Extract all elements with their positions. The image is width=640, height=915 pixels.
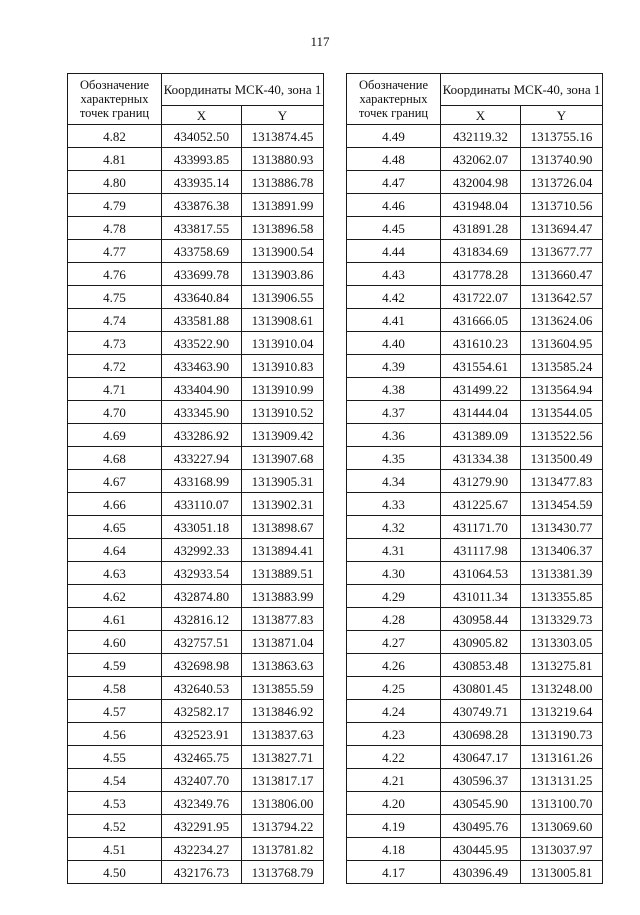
y-coord-cell: 1313069.60 (521, 815, 603, 838)
x-coord-cell: 433522.90 (162, 332, 242, 355)
y-coord-cell: 1313910.83 (242, 355, 324, 378)
y-coord-cell: 1313190.73 (521, 723, 603, 746)
x-coord-cell: 432933.54 (162, 562, 242, 585)
x-coord-cell: 431948.04 (441, 194, 521, 217)
x-coord-cell: 433699.78 (162, 263, 242, 286)
point-id-cell: 4.48 (347, 148, 441, 171)
table-row (347, 286, 603, 309)
table-row (347, 263, 603, 286)
y-coord-cell: 1313794.22 (242, 815, 324, 838)
table-row (347, 539, 603, 562)
x-coord-cell: 433581.88 (162, 309, 242, 332)
point-id-cell: 4.18 (347, 838, 441, 861)
table-row (347, 516, 603, 539)
table-row (68, 424, 324, 447)
point-id-cell: 4.59 (68, 654, 162, 677)
x-coord-cell: 433817.55 (162, 217, 242, 240)
table-row (347, 470, 603, 493)
y-coord-cell: 1313726.04 (521, 171, 603, 194)
x-coord-cell: 431554.61 (441, 355, 521, 378)
point-id-cell: 4.23 (347, 723, 441, 746)
y-coord-cell: 1313406.37 (521, 539, 603, 562)
x-coord-cell: 431389.09 (441, 424, 521, 447)
table-row (347, 148, 603, 171)
x-coord-cell: 433227.94 (162, 447, 242, 470)
table-row (347, 171, 603, 194)
y-coord-cell: 1313902.31 (242, 493, 324, 516)
y-coord-cell: 1313660.47 (521, 263, 603, 286)
x-coord-cell: 431334.38 (441, 447, 521, 470)
table-row (68, 125, 324, 148)
table-row (347, 332, 603, 355)
point-id-cell: 4.40 (347, 332, 441, 355)
point-id-cell: 4.67 (68, 470, 162, 493)
table-row (68, 769, 324, 792)
table-row (68, 746, 324, 769)
point-id-cell: 4.49 (347, 125, 441, 148)
point-id-cell: 4.28 (347, 608, 441, 631)
table-row (68, 861, 324, 884)
table-row (347, 125, 603, 148)
point-id-cell: 4.47 (347, 171, 441, 194)
point-id-cell: 4.39 (347, 355, 441, 378)
point-id-cell: 4.50 (68, 861, 162, 884)
y-coord-cell: 1313677.77 (521, 240, 603, 263)
y-coord-cell: 1313908.61 (242, 309, 324, 332)
x-coord-cell: 431225.67 (441, 493, 521, 516)
point-id-cell: 4.53 (68, 792, 162, 815)
point-id-cell: 4.42 (347, 286, 441, 309)
table-row (68, 493, 324, 516)
x-coord-cell: 433345.90 (162, 401, 242, 424)
y-coord-cell: 1313900.54 (242, 240, 324, 263)
point-id-cell: 4.68 (68, 447, 162, 470)
y-coord-cell: 1313275.81 (521, 654, 603, 677)
point-id-cell: 4.45 (347, 217, 441, 240)
point-id-cell: 4.35 (347, 447, 441, 470)
table-row (347, 194, 603, 217)
x-coord-cell: 430545.90 (441, 792, 521, 815)
x-coord-cell: 433404.90 (162, 378, 242, 401)
point-id-cell: 4.74 (68, 309, 162, 332)
x-coord-cell: 431834.69 (441, 240, 521, 263)
table-row (347, 792, 603, 815)
y-coord-cell: 1313381.39 (521, 562, 603, 585)
point-id-cell: 4.57 (68, 700, 162, 723)
y-coord-cell: 1313544.05 (521, 401, 603, 424)
y-coord-cell: 1313877.83 (242, 608, 324, 631)
table-row (68, 240, 324, 263)
table-row (68, 723, 324, 746)
point-id-cell: 4.31 (347, 539, 441, 562)
x-coord-cell: 431610.23 (441, 332, 521, 355)
table-row (68, 401, 324, 424)
point-id-cell: 4.37 (347, 401, 441, 424)
point-id-cell: 4.34 (347, 470, 441, 493)
x-coord-cell: 433110.07 (162, 493, 242, 516)
y-coord-cell: 1313907.68 (242, 447, 324, 470)
point-id-cell: 4.33 (347, 493, 441, 516)
point-id-cell: 4.41 (347, 309, 441, 332)
point-id-cell: 4.30 (347, 562, 441, 585)
table-row (68, 217, 324, 240)
point-id-cell: 4.56 (68, 723, 162, 746)
table-row (68, 585, 324, 608)
x-coord-cell: 431279.90 (441, 470, 521, 493)
y-coord-cell: 1313454.59 (521, 493, 603, 516)
table-row (68, 378, 324, 401)
point-id-cell: 4.63 (68, 562, 162, 585)
table-row (347, 309, 603, 332)
point-id-cell: 4.20 (347, 792, 441, 815)
point-id-cell: 4.69 (68, 424, 162, 447)
point-id-cell: 4.22 (347, 746, 441, 769)
point-id-cell: 4.58 (68, 677, 162, 700)
x-coord-cell: 430647.17 (441, 746, 521, 769)
y-coord-cell: 1313642.57 (521, 286, 603, 309)
x-coord-cell: 433286.92 (162, 424, 242, 447)
y-coord-cell: 1313898.67 (242, 516, 324, 539)
x-coord-cell: 431011.34 (441, 585, 521, 608)
x-coord-cell: 430905.82 (441, 631, 521, 654)
y-coord-cell: 1313131.25 (521, 769, 603, 792)
y-coord-cell: 1313817.17 (242, 769, 324, 792)
table-row (347, 401, 603, 424)
y-coord-cell: 1313886.78 (242, 171, 324, 194)
x-coord-cell: 430445.95 (441, 838, 521, 861)
x-coord-cell: 433168.99 (162, 470, 242, 493)
x-coord-cell: 432004.98 (441, 171, 521, 194)
coordinates-table-left (67, 73, 324, 884)
y-coord-cell: 1313871.04 (242, 631, 324, 654)
y-coord-cell: 1313037.97 (521, 838, 603, 861)
header-point-label: Обозначение характерных точек границ (347, 74, 441, 125)
y-coord-cell: 1313909.42 (242, 424, 324, 447)
x-coord-cell: 430749.71 (441, 700, 521, 723)
x-coord-cell: 432816.12 (162, 608, 242, 631)
x-coord-cell: 431171.70 (441, 516, 521, 539)
table-row (68, 792, 324, 815)
header-x: X (162, 106, 242, 125)
y-coord-cell: 1313768.79 (242, 861, 324, 884)
table-row (68, 677, 324, 700)
point-id-cell: 4.64 (68, 539, 162, 562)
point-id-cell: 4.19 (347, 815, 441, 838)
table-row (347, 815, 603, 838)
x-coord-cell: 433935.14 (162, 171, 242, 194)
y-coord-cell: 1313755.16 (521, 125, 603, 148)
point-id-cell: 4.46 (347, 194, 441, 217)
y-coord-cell: 1313889.51 (242, 562, 324, 585)
table-row (347, 746, 603, 769)
point-id-cell: 4.81 (68, 148, 162, 171)
y-coord-cell: 1313219.64 (521, 700, 603, 723)
point-id-cell: 4.55 (68, 746, 162, 769)
x-coord-cell: 430396.49 (441, 861, 521, 884)
x-coord-cell: 433758.69 (162, 240, 242, 263)
header-y: Y (521, 106, 603, 125)
x-coord-cell: 432349.76 (162, 792, 242, 815)
y-coord-cell: 1313906.55 (242, 286, 324, 309)
point-id-cell: 4.70 (68, 401, 162, 424)
table-row (347, 424, 603, 447)
x-coord-cell: 432291.95 (162, 815, 242, 838)
table-row (68, 470, 324, 493)
y-coord-cell: 1313894.41 (242, 539, 324, 562)
x-coord-cell: 432582.17 (162, 700, 242, 723)
point-id-cell: 4.44 (347, 240, 441, 263)
table-row (347, 861, 603, 884)
y-coord-cell: 1313329.73 (521, 608, 603, 631)
table-body-left (68, 125, 324, 884)
x-coord-cell: 431722.07 (441, 286, 521, 309)
table-row (347, 447, 603, 470)
table-row (347, 585, 603, 608)
x-coord-cell: 431117.98 (441, 539, 521, 562)
y-coord-cell: 1313355.85 (521, 585, 603, 608)
table-row (68, 815, 324, 838)
y-coord-cell: 1313303.05 (521, 631, 603, 654)
x-coord-cell: 430495.76 (441, 815, 521, 838)
table-row (347, 700, 603, 723)
point-id-cell: 4.36 (347, 424, 441, 447)
header-x: X (441, 106, 521, 125)
point-id-cell: 4.60 (68, 631, 162, 654)
x-coord-cell: 433993.85 (162, 148, 242, 171)
table-row (68, 631, 324, 654)
y-coord-cell: 1313604.95 (521, 332, 603, 355)
x-coord-cell: 432640.53 (162, 677, 242, 700)
table-row (68, 700, 324, 723)
y-coord-cell: 1313837.63 (242, 723, 324, 746)
table-row (68, 148, 324, 171)
table-row (68, 332, 324, 355)
x-coord-cell: 433051.18 (162, 516, 242, 539)
x-coord-cell: 432757.51 (162, 631, 242, 654)
table-row (68, 838, 324, 861)
table-row (347, 493, 603, 516)
y-coord-cell: 1313905.31 (242, 470, 324, 493)
y-coord-cell: 1313891.99 (242, 194, 324, 217)
point-id-cell: 4.61 (68, 608, 162, 631)
x-coord-cell: 432062.07 (441, 148, 521, 171)
point-id-cell: 4.26 (347, 654, 441, 677)
point-id-cell: 4.75 (68, 286, 162, 309)
table-row (68, 516, 324, 539)
header-point-label: Обозначение характерных точек границ (68, 74, 162, 125)
table-row (68, 539, 324, 562)
y-coord-cell: 1313430.77 (521, 516, 603, 539)
y-coord-cell: 1313005.81 (521, 861, 603, 884)
x-coord-cell: 431064.53 (441, 562, 521, 585)
y-coord-cell: 1313827.71 (242, 746, 324, 769)
x-coord-cell: 433463.90 (162, 355, 242, 378)
coordinates-table-right (346, 73, 603, 884)
point-id-cell: 4.62 (68, 585, 162, 608)
table-row (68, 286, 324, 309)
x-coord-cell: 430853.48 (441, 654, 521, 677)
point-id-cell: 4.29 (347, 585, 441, 608)
x-coord-cell: 432234.27 (162, 838, 242, 861)
table-row (68, 171, 324, 194)
header-coord-group: Координаты МСК-40, зона 1 (162, 74, 324, 106)
page-number: 117 (310, 34, 330, 49)
y-coord-cell: 1313100.70 (521, 792, 603, 815)
y-coord-cell: 1313855.59 (242, 677, 324, 700)
x-coord-cell: 432465.75 (162, 746, 242, 769)
table-row (68, 355, 324, 378)
x-coord-cell: 431778.28 (441, 263, 521, 286)
point-id-cell: 4.24 (347, 700, 441, 723)
table-row (347, 654, 603, 677)
y-coord-cell: 1313624.06 (521, 309, 603, 332)
point-id-cell: 4.80 (68, 171, 162, 194)
x-coord-cell: 431444.04 (441, 401, 521, 424)
table-row (347, 631, 603, 654)
table-row (68, 447, 324, 470)
point-id-cell: 4.43 (347, 263, 441, 286)
x-coord-cell: 430596.37 (441, 769, 521, 792)
x-coord-cell: 432698.98 (162, 654, 242, 677)
table-row (347, 723, 603, 746)
y-coord-cell: 1313710.56 (521, 194, 603, 217)
x-coord-cell: 431891.28 (441, 217, 521, 240)
x-coord-cell: 430801.45 (441, 677, 521, 700)
y-coord-cell: 1313585.24 (521, 355, 603, 378)
y-coord-cell: 1313903.86 (242, 263, 324, 286)
point-id-cell: 4.72 (68, 355, 162, 378)
y-coord-cell: 1313863.63 (242, 654, 324, 677)
y-coord-cell: 1313910.99 (242, 378, 324, 401)
x-coord-cell: 430698.28 (441, 723, 521, 746)
table-row (68, 654, 324, 677)
x-coord-cell: 433876.38 (162, 194, 242, 217)
point-id-cell: 4.73 (68, 332, 162, 355)
point-id-cell: 4.21 (347, 769, 441, 792)
point-id-cell: 4.25 (347, 677, 441, 700)
table-row (347, 378, 603, 401)
table-row (347, 240, 603, 263)
table-row (68, 562, 324, 585)
point-id-cell: 4.79 (68, 194, 162, 217)
point-id-cell: 4.32 (347, 516, 441, 539)
table-row (68, 263, 324, 286)
point-id-cell: 4.17 (347, 861, 441, 884)
x-coord-cell: 432874.80 (162, 585, 242, 608)
x-coord-cell: 431499.22 (441, 378, 521, 401)
point-id-cell: 4.54 (68, 769, 162, 792)
point-id-cell: 4.51 (68, 838, 162, 861)
table-row (347, 838, 603, 861)
y-coord-cell: 1313248.00 (521, 677, 603, 700)
table-row (347, 677, 603, 700)
y-coord-cell: 1313910.04 (242, 332, 324, 355)
x-coord-cell: 432119.32 (441, 125, 521, 148)
table-row (68, 194, 324, 217)
table-row (347, 355, 603, 378)
point-id-cell: 4.66 (68, 493, 162, 516)
y-coord-cell: 1313880.93 (242, 148, 324, 171)
point-id-cell: 4.71 (68, 378, 162, 401)
x-coord-cell: 430958.44 (441, 608, 521, 631)
table-row (347, 562, 603, 585)
table-row (68, 608, 324, 631)
x-coord-cell: 431666.05 (441, 309, 521, 332)
header-y: Y (242, 106, 324, 125)
point-id-cell: 4.52 (68, 815, 162, 838)
x-coord-cell: 433640.84 (162, 286, 242, 309)
y-coord-cell: 1313846.92 (242, 700, 324, 723)
y-coord-cell: 1313806.00 (242, 792, 324, 815)
y-coord-cell: 1313694.47 (521, 217, 603, 240)
point-id-cell: 4.65 (68, 516, 162, 539)
y-coord-cell: 1313500.49 (521, 447, 603, 470)
table-row (347, 608, 603, 631)
y-coord-cell: 1313740.90 (521, 148, 603, 171)
y-coord-cell: 1313477.83 (521, 470, 603, 493)
y-coord-cell: 1313161.26 (521, 746, 603, 769)
point-id-cell: 4.38 (347, 378, 441, 401)
point-id-cell: 4.77 (68, 240, 162, 263)
point-id-cell: 4.27 (347, 631, 441, 654)
table-row (347, 217, 603, 240)
y-coord-cell: 1313564.94 (521, 378, 603, 401)
x-coord-cell: 434052.50 (162, 125, 242, 148)
y-coord-cell: 1313781.82 (242, 838, 324, 861)
y-coord-cell: 1313910.52 (242, 401, 324, 424)
y-coord-cell: 1313874.45 (242, 125, 324, 148)
point-id-cell: 4.76 (68, 263, 162, 286)
y-coord-cell: 1313883.99 (242, 585, 324, 608)
table-body-right (347, 125, 603, 884)
x-coord-cell: 432523.91 (162, 723, 242, 746)
table-row (68, 309, 324, 332)
y-coord-cell: 1313522.56 (521, 424, 603, 447)
table-row (347, 769, 603, 792)
x-coord-cell: 432407.70 (162, 769, 242, 792)
x-coord-cell: 432992.33 (162, 539, 242, 562)
header-coord-group: Координаты МСК-40, зона 1 (441, 74, 603, 106)
x-coord-cell: 432176.73 (162, 861, 242, 884)
point-id-cell: 4.78 (68, 217, 162, 240)
y-coord-cell: 1313896.58 (242, 217, 324, 240)
point-id-cell: 4.82 (68, 125, 162, 148)
